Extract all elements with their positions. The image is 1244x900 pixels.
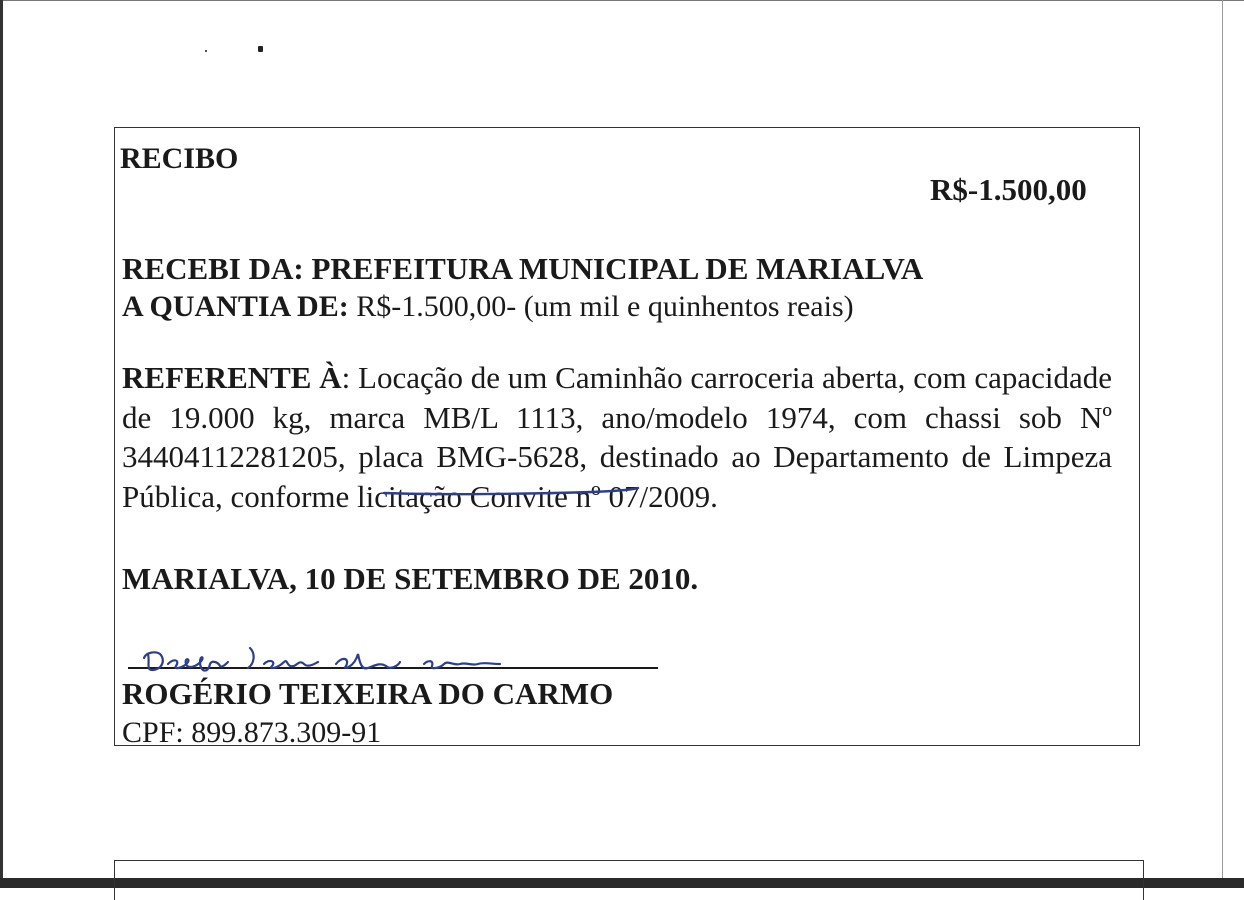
- handwritten-signature: [128, 634, 668, 680]
- next-receipt-box-edge: [114, 860, 1144, 900]
- quantia-value: R$-1.500,00- (um mil e quinhentos reais): [356, 290, 854, 323]
- signer-name: ROGÉRIO TEIXEIRA DO CARMO: [122, 676, 614, 711]
- cpf-line: CPF: 899.873.309-91: [122, 716, 382, 749]
- referente-label: REFERENTE À: [122, 360, 342, 395]
- scan-speck: [258, 46, 263, 52]
- underlined-text: Limpeza Pública,: [122, 439, 1112, 514]
- referente-text-end: conforme licitação Convite nº 07/2009.: [222, 478, 718, 514]
- page-edge-right: [1222, 0, 1223, 885]
- page-edge-left: [0, 0, 3, 885]
- quantia-line: [122, 290, 854, 324]
- payer-line: RECEBI DA: PREFEITURA MUNICIPAL DE MARIALVA: [122, 251, 924, 286]
- scan-speck: [205, 50, 207, 52]
- ink-underline-mark: [382, 480, 642, 506]
- amount-header: R$-1.500,00: [930, 172, 1087, 207]
- quantia-label: A QUANTIA DE:: [122, 290, 349, 323]
- receipt-title: RECIBO: [120, 142, 239, 175]
- page-edge-top: [0, 0, 1244, 1]
- date-line: MARIALVA, 10 DE SETEMBRO DE 2010.: [122, 561, 699, 596]
- referente-text: : Locação de um Caminhão carroceria aberta, com capacidade de 19.000 kg, marca MB/L 1113, ano/modelo 1974, com chassi sob Nº 34404112281205, placa BMG-5628, destinado ao Departamento de: [122, 360, 1113, 475]
